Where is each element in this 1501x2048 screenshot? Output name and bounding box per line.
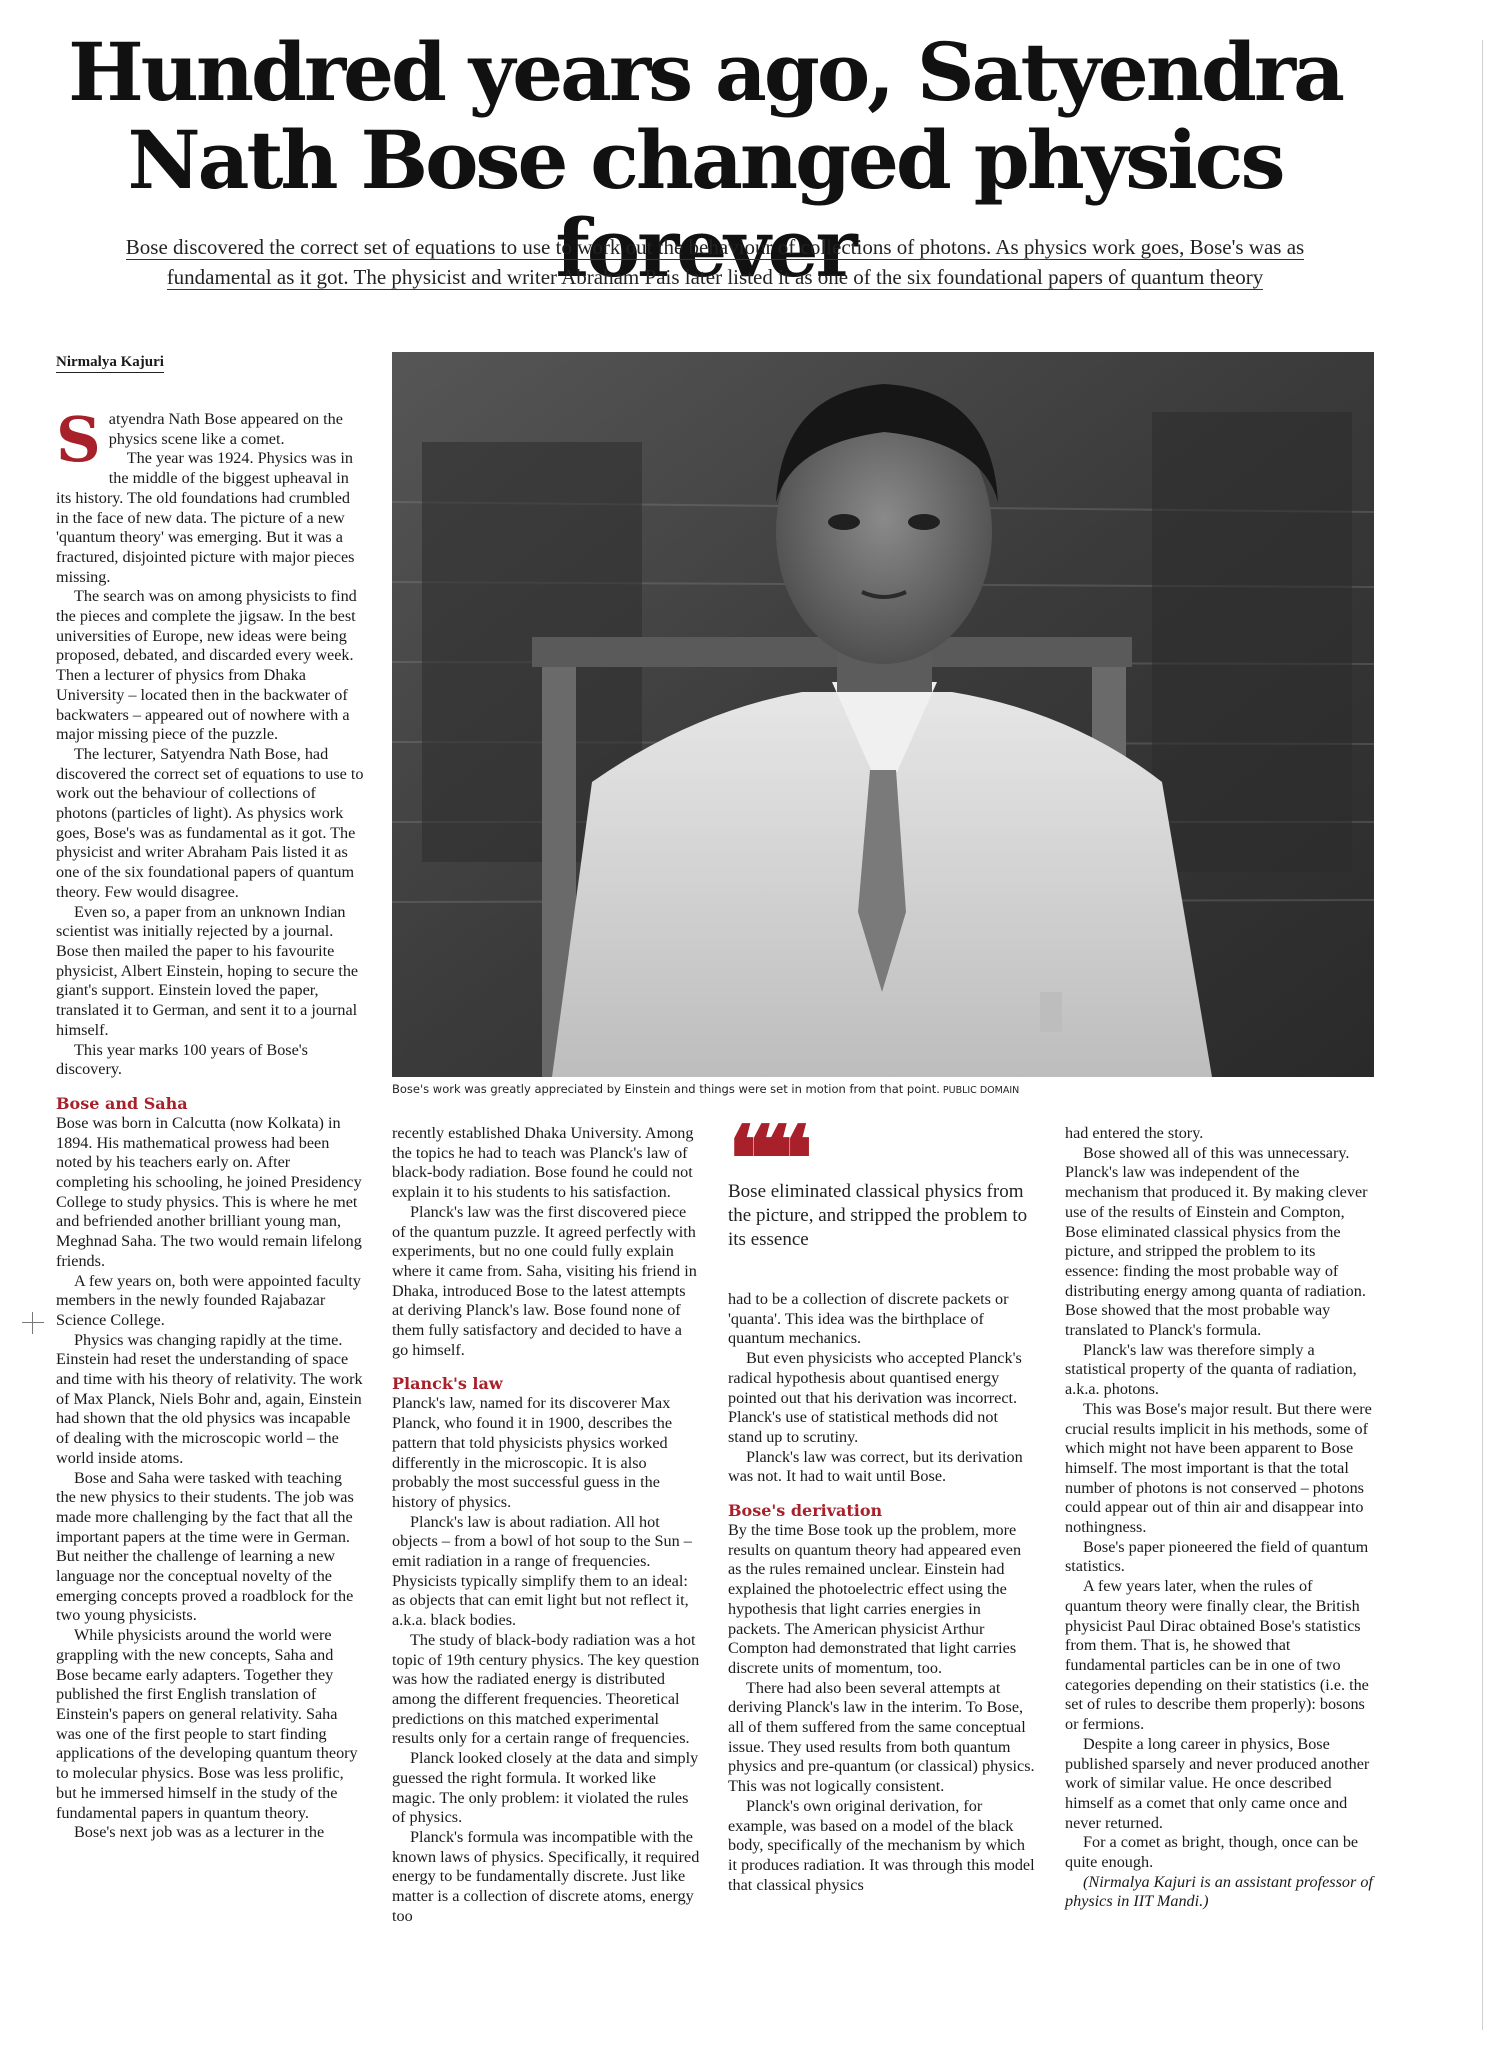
section-heading: Bose and Saha — [56, 1093, 188, 1113]
paragraph-text: atyendra Nath Bose appeared on the physics scene like a comet. — [108, 410, 343, 448]
column-3 — [728, 1106, 1036, 1895]
byline: Nirmalya Kajuri — [56, 352, 164, 373]
paragraph: The search was on among physicists to find the pieces and complete the jigsaw. In the best universities of Europe, new ideas were being proposed, debated, and discarded every week. Then a lecturer of physics from Dhaka University – located then in the backwater of backwaters – appeared out of nowhere with a major missing piece of the puzzle. — [56, 587, 357, 744]
standfirst-text: Bose discovered the correct set of equations to use to work out the behaviour of collections of photons. As physics work goes, Bose's was as fundamental as it got. The physicist and writer Abraham Pais later listed it as one of the six foundational papers of quantum theory — [125, 235, 1305, 289]
paragraph: Even so, a paper from an unknown Indian scientist was initially rejected by a journal. Bose then mailed the paper to his favourite physicist, Albert Einstein, hoping to secure the giant's support. Einstein loved the paper, translated it to German, and sent it to a journal himself. — [56, 902, 359, 1039]
crop-mark — [22, 1312, 44, 1334]
paragraph: While physicists around the world were grappling with the new concepts, Saha and Bose became early adapters. Together they published the first English translation of Einstein's papers on general relativity. Saha was one of the first people to start finding applications of the developing quantum theory to molecular physics. Bose was less prolific, but he immersed himself in the study of the fundamental papers in quantum theory. — [56, 1626, 358, 1822]
paragraph: A few years later, when the rules of quantum theory were finally clear, the British physicist Paul Dirac obtained Bose's statistics from them. That is, he showed that fundamental particles can be in one of two categories depending on their statistics (i.e. the set of rules to describe them properly): bosons or fermions. — [1065, 1577, 1369, 1734]
paragraph: Planck's law was correct, but its derivation was not. It had to wait until Bose. — [728, 1447, 1023, 1486]
drop-cap: S — [56, 403, 101, 476]
paragraph: Planck's formula was incompatible with the known laws of physics. Specifically, it required energy to be fundamentally discrete. Just like matter is a collection of discrete atoms, energy too — [392, 1827, 700, 1925]
paragraph: Planck's law was therefore simply a statistical property of the quanta of radiation, a.k.a. photons. — [1065, 1340, 1357, 1399]
photo-caption — [392, 1081, 1374, 1099]
paragraph: By the time Bose took up the problem, more results on quantum theory had appeared even as the rules remained unclear. Einstein had explained the photoelectric effect using the hypothesis that light carries energies in packets. The American physicist Arthur Compton had demonstrated that light carries discrete units of momentum, too. — [728, 1521, 1022, 1677]
paragraph: For a comet as bright, though, once can be quite enough. — [1065, 1833, 1359, 1872]
pull-quote: Bose eliminated classical physics from the picture, and stripped the problem to its essence — [728, 1181, 1028, 1250]
paragraph: Bose and Saha were tasked with teaching the new physics to their students. The job was made more challenging by the fact that all the important papers at the time were in German. But neither the challenge of learning a new language nor the conceptual novelty of the emerging concepts proved a roadblock for the two young physicists. — [56, 1468, 354, 1625]
paragraph: Planck looked closely at the data and simply guessed the right formula. It worked like magic. The only problem: it violated the rules of physics. — [392, 1749, 699, 1827]
headline: Hundred years ago, Satyendra Nath Bose changed physics forever — [68, 25, 1342, 295]
paragraph: The year was 1924. Physics was in the middle of the biggest upheaval in its history. The old foundations had crumbled in the face of new data. The picture of a new 'quantum theory' was emerging. But it was a fractured, disjointed picture with major pieces missing. — [56, 449, 355, 586]
paragraph: A few years on, both were appointed faculty members in the newly founded Rajabazar Science College. — [56, 1271, 361, 1329]
portrait-photo — [392, 352, 1374, 1077]
paragraph: recently established Dhaka University. Among the topics he had to teach was Planck's law of black-body radiation. Bose found he could not explain it to his students to his satisfaction. — [392, 1124, 694, 1202]
paragraph: Despite a long career in physics, Bose published sparsely and never produced another work of similar value. He once described himself as a comet that only came once and never returned. — [1065, 1734, 1370, 1832]
column-1 — [56, 403, 364, 1843]
column-2 — [392, 1124, 700, 1926]
standfirst — [80, 232, 1350, 292]
paragraph: The study of black-body radiation was a hot topic of 19th century physics. The key question was how the radiated energy is distributed among the different frequencies. Theoretical predictions on this matched experimental results only for a certain range of frequencies. — [392, 1630, 700, 1748]
author-note: (Nirmalya Kajuri is an assistant professor of physics in IIT Mandi.) — [1065, 1872, 1373, 1911]
paragraph: had entered the story. — [1065, 1124, 1204, 1142]
paragraph: The lecturer, Satyendra Nath Bose, had discovered the correct set of equations to use to work out the behaviour of collections of photons (particles of light). As physics work goes, Bose's was as fundamental as it got. The physicist and writer Abraham Pais listed it as one of the six foundational papers of quantum theory. Few would disagree. — [56, 744, 364, 901]
paragraph: Planck's own original derivation, for example, was based on a model of the black body, specifically of the mechanism by which it produces radiation. It was through this model that classical physics — [728, 1796, 1035, 1894]
paragraph: Bose's next job was as a lecturer in the — [74, 1823, 325, 1842]
portrait-photo-drawing — [392, 352, 1374, 1077]
page-edge-rule — [1482, 40, 1483, 2030]
paragraph: Planck's law was the first discovered piece of the quantum puzzle. It agreed perfectly with experiments, but no one could fully explain where it came from. Saha, visiting his friend in Dhaka, introduced Bose to the latest attempts at deriving Planck's law. Bose found none of them fully satisfactory and decided to have a go himself. — [392, 1202, 697, 1359]
paragraph: But even physicists who accepted Planck's radical hypothesis about quantised energy pointed out that his derivation was incorrect. Planck's use of statistical methods did not stand up to scrutiny. — [728, 1349, 1022, 1446]
section-heading: Planck's law — [392, 1374, 503, 1394]
paragraph: This was Bose's major result. But there were crucial results implicit in his methods, some of which might not have been apparent to Bose himself. The most important is that the total number of photons is not conserved – photons could appear out of thin air and disappear into nothingness. — [1065, 1399, 1372, 1537]
section-heading: Bose's derivation — [728, 1501, 883, 1521]
column-4 — [1065, 1124, 1373, 1912]
paragraph: Physics was changing rapidly at the time. Einstein had reset the understanding of space and time with his theory of relativity. The work of Max Planck, Niels Bohr and, again, Einstein had shown that the old physics was incapable of dealing with the microscopic world – the world inside atoms. — [56, 1330, 363, 1467]
paragraph — [56, 403, 364, 476]
photo-credit: PUBLIC DOMAIN — [942, 1085, 1020, 1096]
quote-icon: ❝❝ — [728, 1106, 801, 1212]
paragraph: This year marks 100 years of Bose's discovery. — [56, 1040, 308, 1079]
paragraph: Planck's law is about radiation. All hot objects – from a bowl of hot soup to the Sun – emit radiation in a range of frequencies. Physicists typically simplify them to an ideal: as objects that can emit light but not reflect it, a.k.a. black bodies. — [392, 1512, 692, 1630]
paragraph: Bose's paper pioneered the field of quantum statistics. — [1065, 1537, 1369, 1576]
paragraph: Planck's law, named for its discoverer Max Planck, who found it in 1900, describes the pattern that told physicists physics worked differently in the microscopic. It is also probably the most successful guess in the history of physics. — [392, 1394, 673, 1511]
paragraph: There had also been several attempts at deriving Planck's law in the interim. To Bose, all of them suffered from the same conceptual issue. They used results from both quantum physics and pre-quantum (or classical) physics. This was not logically consistent. — [728, 1678, 1035, 1796]
paragraph: had to be a collection of discrete packets or 'quanta'. This idea was the birthplace of quantum mechanics. — [728, 1290, 1009, 1348]
caption-text: Bose's work was greatly appreciated by Einstein and things were set in motion from that point. — [392, 1082, 940, 1096]
paragraph: Bose showed all of this was unnecessary. Planck's law was independent of the mechanism that produced it. By making clever use of the results of Einstein and Compton, Bose eliminated classical physics from the picture, and stripped the problem to its essence: finding the most probable way of distributing energy among quanta of radiation. Bose showed that the most probable way translated to Planck's formula. — [1065, 1143, 1368, 1340]
paragraph: Bose was born in Calcutta (now Kolkata) in 1894. His mathematical prowess had been noted by his teachers early on. After completing his schooling, he joined Presidency College to study physics. This is where he met and befriended another brilliant young man, Meghnad Saha. The two would remain lifelong friends. — [56, 1113, 362, 1270]
